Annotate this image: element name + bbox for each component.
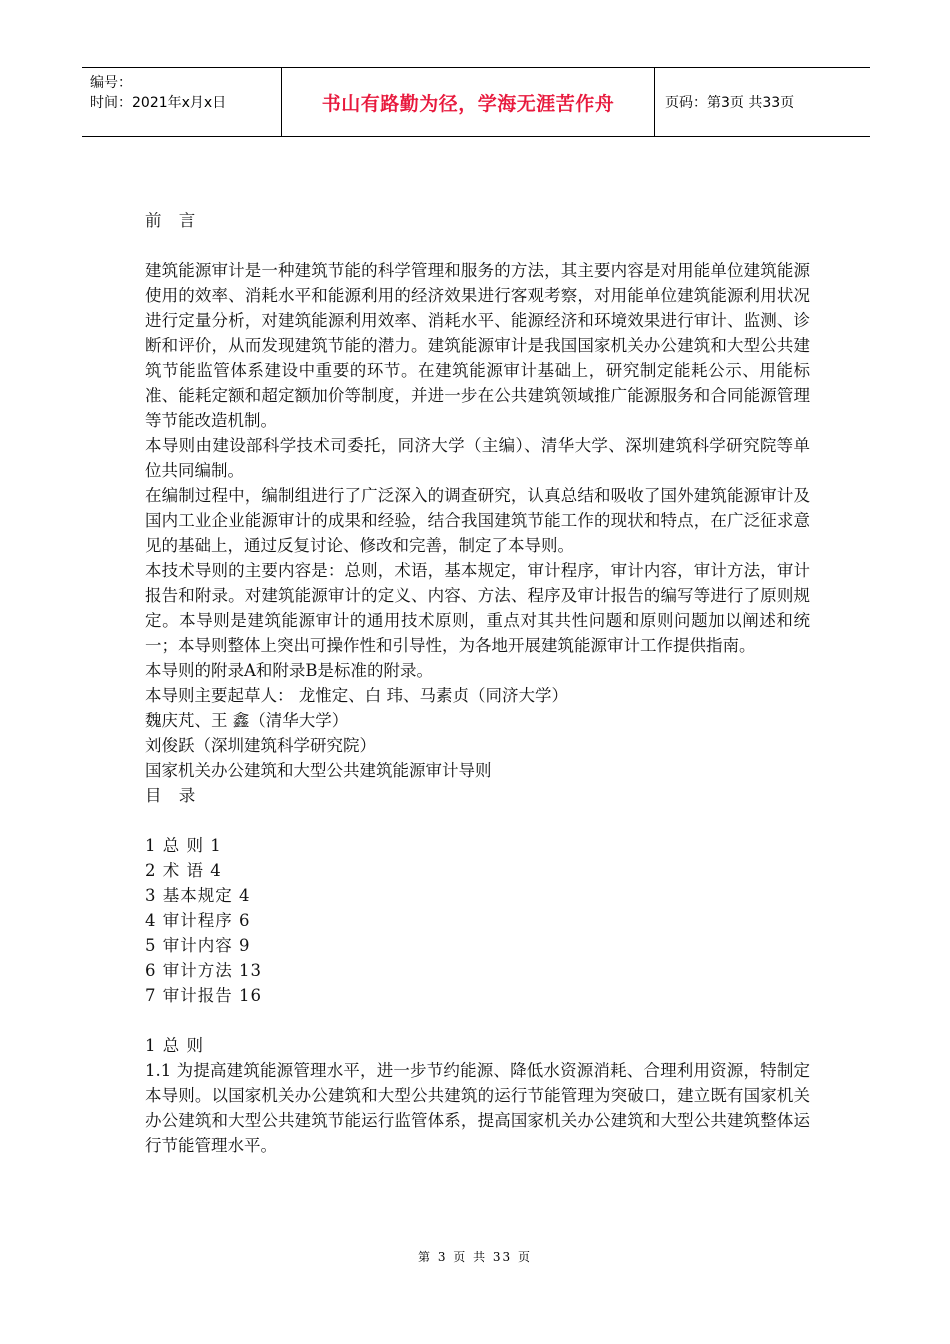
toc-item: 2 术 语 4 — [145, 861, 222, 880]
foreword-paragraph: 在编制过程中，编制组进行了广泛深入的调查研究，认真总结和吸收了国外建筑能源审计及国内工业企业能源审计的成果和经验，结合我国建筑节能工作的现状和特点，在广泛征求意见的基础上，通过反复讨论、修改和完善，制定了本导则。 — [145, 486, 810, 555]
document-title: 国家机关办公建筑和大型公共建筑能源审计导则 — [145, 761, 492, 780]
drafters-line: 刘俊跃（深圳建筑科学研究院） — [145, 736, 376, 755]
document-body — [145, 208, 810, 1158]
foreword-paragraph: 本导则由建设部科学技术司委托，同济大学（主编）、清华大学、深圳建筑科学研究院等单位共同编制。 — [145, 436, 810, 480]
toc-item: 5 审计内容 9 — [145, 936, 251, 955]
section-heading: 1 总 则 — [145, 1036, 204, 1055]
spacer — [145, 233, 810, 258]
toc-heading: 目 录 — [145, 786, 202, 805]
page-header — [82, 67, 870, 137]
spacer — [145, 1008, 810, 1033]
foreword-paragraph: 本导则的附录A和附录B是标准的附录。 — [145, 661, 434, 680]
toc-item: 4 审计程序 6 — [145, 911, 251, 930]
toc-item: 3 基本规定 4 — [145, 886, 251, 905]
page-footer: 第 3 页 共 33 页 — [418, 1250, 532, 1264]
header-page-info: 页码：第3页 共33页 — [665, 95, 795, 111]
toc-item: 7 审计报告 16 — [145, 986, 262, 1005]
foreword-paragraph: 建筑能源审计是一种建筑节能的科学管理和服务的方法，其主要内容是对用能单位建筑能源使用的效率、消耗水平和能源利用的经济效果进行客观考察，对用能单位建筑能源利用状况进行定量分析，对建筑能源利用效率、消耗水平、能源经济和环境效果进行审计、监测、诊断和评价，从而发现建筑节能的潜力。建筑能源审计是我国国家机关办公建筑和大型公共建筑节能监管体系建设中重要的环节。在建筑能源审计基础上，研究制定能耗公示、用能标准、能耗定额和超定额加价等制度，并进一步在公共建筑领域推广能源服务和合同能源管理等节能改造机制。 — [145, 261, 810, 430]
spacer — [145, 808, 810, 833]
drafters-line: 魏庆芃、王 鑫（清华大学） — [145, 711, 349, 730]
drafters-line: 本导则主要起草人： 龙惟定、白 玮、马素贞（同济大学） — [145, 686, 568, 705]
toc-item: 6 审计方法 13 — [145, 961, 262, 980]
section-paragraph: 1.1 为提高建筑能源管理水平，进一步节约能源、降低水资源消耗、合理利用资源，特制定本导则。以国家机关办公建筑和大型公共建筑的运行节能管理为突破口，建立既有国家机关办公建筑和大型公共建筑节能运行监管体系，提高国家机关办公建筑和大型公共建筑整体运行节能管理水平。 — [145, 1061, 810, 1155]
serial-label: 编号： — [90, 75, 132, 91]
toc-item: 1 总 则 1 — [145, 836, 222, 855]
foreword-heading: 前 言 — [145, 211, 202, 230]
foreword-paragraph: 本技术导则的主要内容是：总则，术语，基本规定，审计程序，审计内容，审计方法，审计报告和附录。对建筑能源审计的定义、内容、方法、程序及审计报告的编写等进行了原则规定。本导则是建筑能源审计的通用技术原则，重点对其共性问题和原则问题加以阐述和统一；本导则整体上突出可操作性和引导性，为各地开展建筑能源审计工作提供指南。 — [145, 561, 810, 655]
time-label: 时间：2021年x月x日 — [90, 95, 227, 111]
header-motto: 书山有路勤为径，学海无涯苦作舟 — [282, 68, 655, 136]
header-meta — [82, 68, 282, 136]
